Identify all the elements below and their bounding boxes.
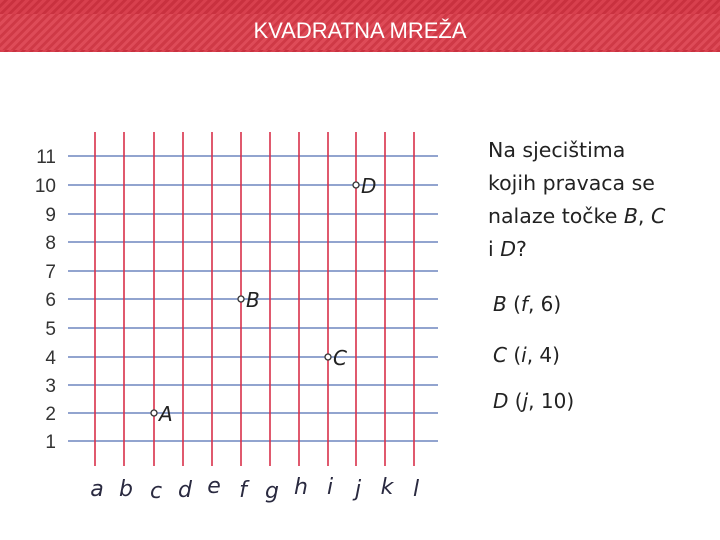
answer-b-point: B bbox=[493, 292, 507, 316]
answer-d-col: j bbox=[522, 389, 529, 413]
column-label-i: i bbox=[326, 475, 334, 500]
question-point-c: C bbox=[650, 204, 666, 228]
column-label-g: g bbox=[265, 479, 279, 504]
column-label-f: f bbox=[239, 478, 247, 503]
answer-c-col: i bbox=[521, 343, 527, 367]
row-label-3: 3 bbox=[45, 376, 56, 397]
answer-c-row: 4 bbox=[539, 343, 553, 367]
point-b-label: B bbox=[246, 288, 260, 312]
column-label-a: a bbox=[90, 477, 104, 502]
question-point-d: D bbox=[500, 237, 517, 261]
column-label-b: b bbox=[119, 477, 133, 502]
question-prefix: nalaze točke bbox=[488, 204, 624, 228]
column-label-k: k bbox=[380, 475, 394, 500]
row-label-5: 5 bbox=[45, 319, 56, 340]
page-title: KVADRATNA MREŽA bbox=[253, 18, 467, 43]
question-line-3 bbox=[488, 200, 703, 233]
column-label-e: e bbox=[207, 474, 221, 499]
row-label-10: 10 bbox=[34, 176, 56, 197]
answer-b: B (f, 6) bbox=[493, 292, 562, 316]
column-label-h: h bbox=[294, 475, 308, 500]
question-point-b: B bbox=[623, 204, 638, 228]
answer-c-point: C bbox=[493, 343, 507, 367]
column-label-j: j bbox=[354, 477, 362, 502]
column-label-l: l bbox=[412, 477, 420, 502]
answer-d: D (j, 10) bbox=[493, 389, 575, 413]
point-a-marker bbox=[151, 410, 157, 416]
answer-b-row: 6 bbox=[540, 292, 554, 316]
row-label-11: 11 bbox=[36, 147, 56, 168]
point-d-marker bbox=[353, 182, 359, 188]
answer-c: C (i, 4) bbox=[493, 343, 560, 367]
points bbox=[151, 174, 376, 426]
column-label-c: c bbox=[149, 479, 163, 504]
answer-b-col: f bbox=[520, 292, 528, 316]
row-labels bbox=[35, 147, 57, 453]
row-label-1: 1 bbox=[45, 432, 56, 453]
row-label-7: 7 bbox=[45, 262, 56, 283]
question-mark: ? bbox=[516, 237, 527, 261]
answer-d-row: 10 bbox=[540, 389, 567, 413]
question-line4-prefix: i bbox=[488, 237, 501, 261]
row-label-4: 4 bbox=[45, 348, 56, 369]
row-label-9: 9 bbox=[45, 205, 56, 226]
point-d-label: D bbox=[361, 174, 377, 198]
question-text bbox=[488, 134, 703, 266]
question-line-4 bbox=[488, 233, 703, 266]
answer-d-point: D bbox=[493, 389, 509, 413]
point-c-label: C bbox=[333, 346, 347, 370]
column-label-d: d bbox=[178, 478, 192, 503]
question-line-1: Na sjecištima bbox=[488, 138, 626, 162]
row-label-6: 6 bbox=[45, 290, 56, 311]
question-line-2: kojih pravaca se bbox=[488, 171, 655, 195]
point-c-marker bbox=[325, 354, 331, 360]
point-a-label: A bbox=[159, 402, 173, 426]
question-separator: , bbox=[637, 204, 651, 228]
point-b-marker bbox=[238, 296, 244, 302]
column-labels bbox=[90, 474, 419, 504]
row-label-8: 8 bbox=[45, 233, 56, 254]
row-label-2: 2 bbox=[45, 404, 56, 425]
